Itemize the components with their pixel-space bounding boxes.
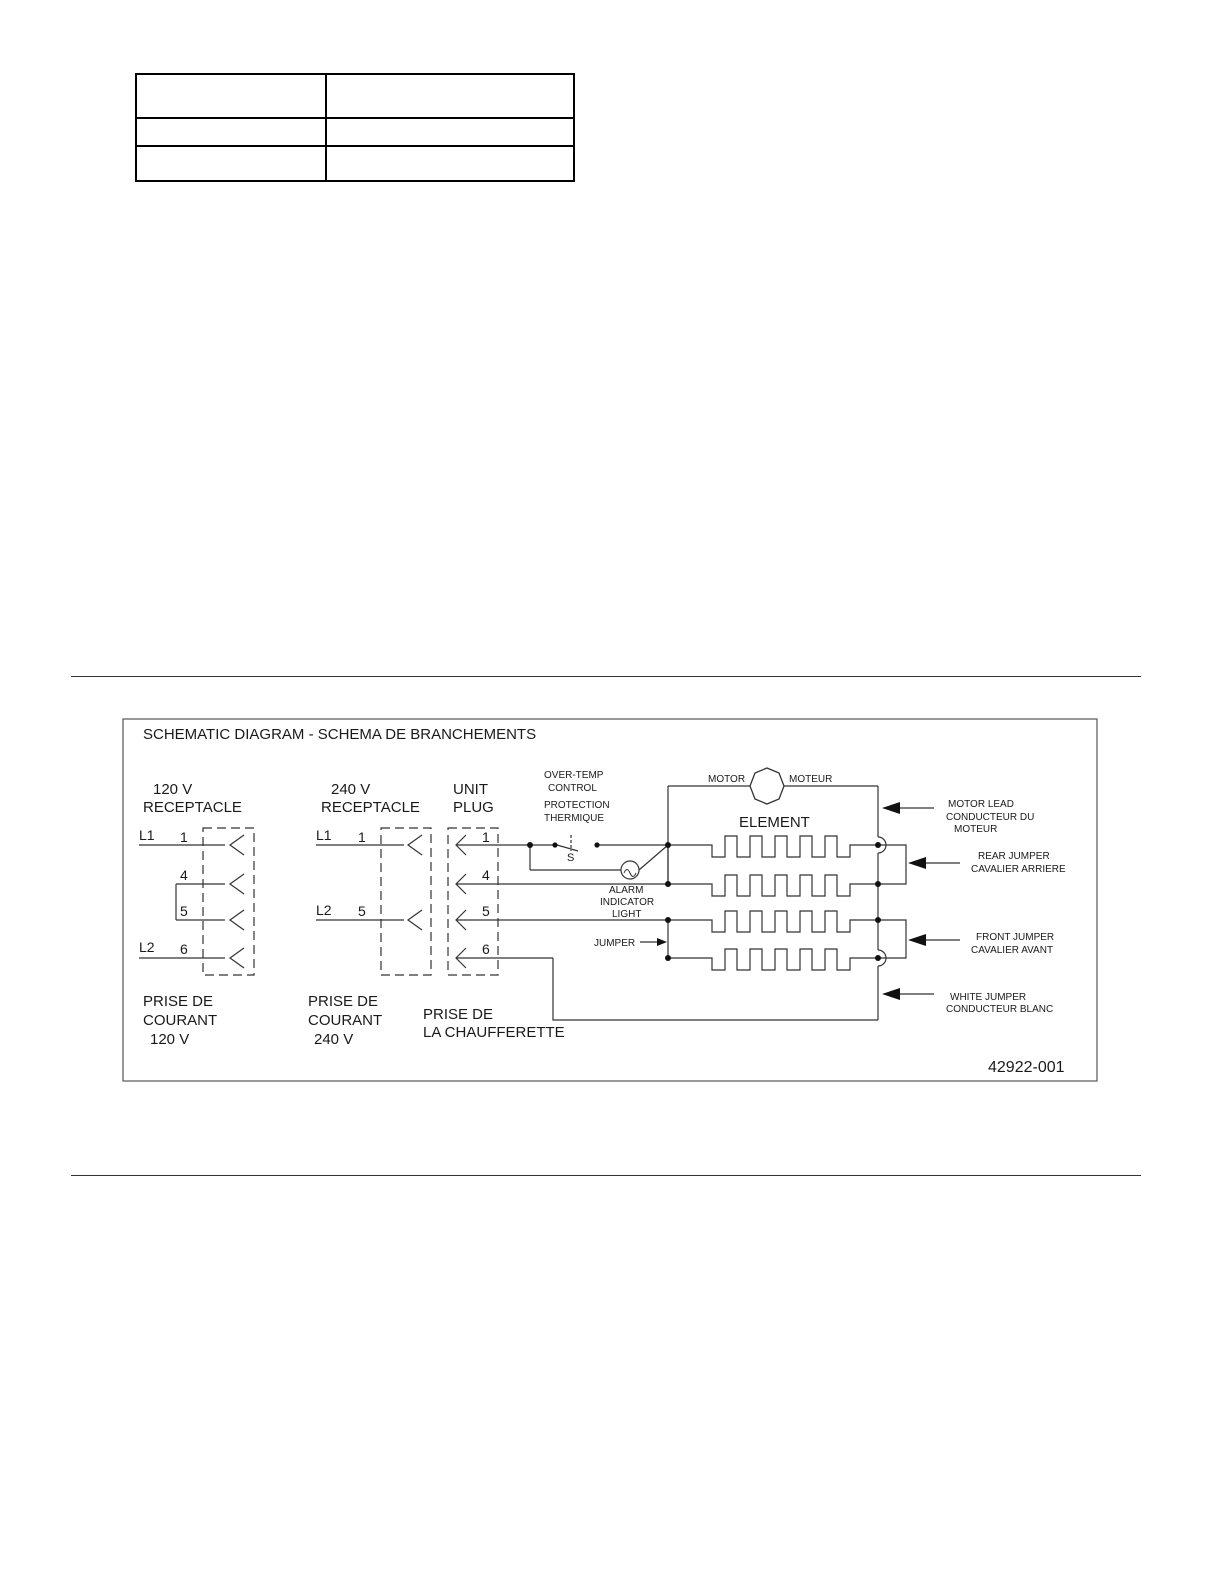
jumper-arrow — [640, 938, 667, 946]
plug-t5: 5 — [482, 903, 490, 919]
element-label: ELEMENT — [739, 814, 810, 831]
callout-motor-lead-1: MOTOR LEAD — [948, 799, 1014, 810]
plug-fr-1: PRISE DE — [423, 1006, 494, 1023]
over-temp-label-3: PROTECTION — [544, 800, 610, 811]
alarm-light-icon — [621, 861, 639, 879]
alarm-label-2: INDICATOR — [600, 897, 655, 908]
rec240-label-2: RECEPTACLE — [321, 799, 420, 816]
rec120-fr-3: 120 V — [150, 1031, 190, 1048]
rec120-label-1: 120 V — [153, 781, 193, 798]
heating-elements — [553, 836, 906, 1020]
motor-label-en: MOTOR — [708, 774, 746, 785]
rec240-fr-2: COURANT — [308, 1012, 383, 1029]
rec240-l2: L2 — [316, 902, 332, 918]
over-temp-symbol: S — [567, 852, 575, 864]
rec120-l1: L1 — [139, 827, 155, 843]
receptacle-120v — [139, 828, 254, 975]
motor-icon — [750, 768, 784, 804]
callout-white-jumper-2: CONDUCTEUR BLANC — [946, 1004, 1054, 1015]
rec120-l2: L2 — [139, 939, 155, 955]
rec240-fr-1: PRISE DE — [308, 993, 379, 1010]
plug-t1: 1 — [482, 829, 490, 845]
callout-white-jumper-1: WHITE JUMPER — [950, 992, 1027, 1003]
callout-front-jumper-2: CAVALIER AVANT — [971, 945, 1054, 956]
rec120-label-2: RECEPTACLE — [143, 799, 242, 816]
over-temp-node — [527, 842, 533, 848]
rec240-label-1: 240 V — [331, 781, 371, 798]
junction-dots — [665, 842, 881, 961]
rec120-fr-2: COURANT — [143, 1012, 218, 1029]
callout-rear-jumper-2: CAVALIER ARRIERE — [971, 864, 1066, 875]
rec120-t4: 4 — [180, 867, 188, 883]
part-number: 42922-001 — [988, 1059, 1065, 1076]
over-temp-contact — [552, 842, 557, 847]
over-temp-label-4: THERMIQUE — [544, 813, 604, 824]
plug-label-1: UNIT — [453, 781, 488, 798]
motor-label-fr: MOTEUR — [789, 774, 833, 785]
receptacle-240v — [316, 828, 431, 975]
rec240-t1: 1 — [358, 829, 366, 845]
plug-label-2: PLUG — [453, 799, 494, 816]
over-temp-switch — [530, 835, 668, 870]
over-temp-contact — [594, 842, 599, 847]
diagram-title: SCHEMATIC DIAGRAM - SCHEMA DE BRANCHEMENTS — [143, 726, 537, 743]
callout-motor-lead-3: MOTEUR — [954, 824, 998, 835]
over-temp-label-1: OVER-TEMP — [544, 770, 604, 781]
over-temp-label-2: CONTROL — [548, 783, 597, 794]
rec120-t6: 6 — [180, 941, 188, 957]
rec120-t1: 1 — [180, 829, 188, 845]
rec240-t5: 5 — [358, 903, 366, 919]
alarm-label-1: ALARM — [609, 885, 644, 896]
rec120-fr-1: PRISE DE — [143, 993, 214, 1010]
rec240-fr-3: 240 V — [314, 1031, 354, 1048]
callout-front-jumper-1: FRONT JUMPER — [976, 932, 1055, 943]
callout-arrows — [882, 802, 960, 1000]
plug-t4: 4 — [482, 867, 490, 883]
plug-t6: 6 — [482, 941, 490, 957]
alarm-label-3: LIGHT — [612, 909, 642, 920]
plug-fr-2: LA CHAUFFERETTE — [423, 1024, 565, 1041]
callout-motor-lead-2: CONDUCTEUR DU — [946, 812, 1035, 823]
rec120-t5: 5 — [180, 903, 188, 919]
jumper-label: JUMPER — [594, 938, 636, 949]
rec240-l1: L1 — [316, 827, 332, 843]
callout-rear-jumper-1: REAR JUMPER — [978, 851, 1050, 862]
